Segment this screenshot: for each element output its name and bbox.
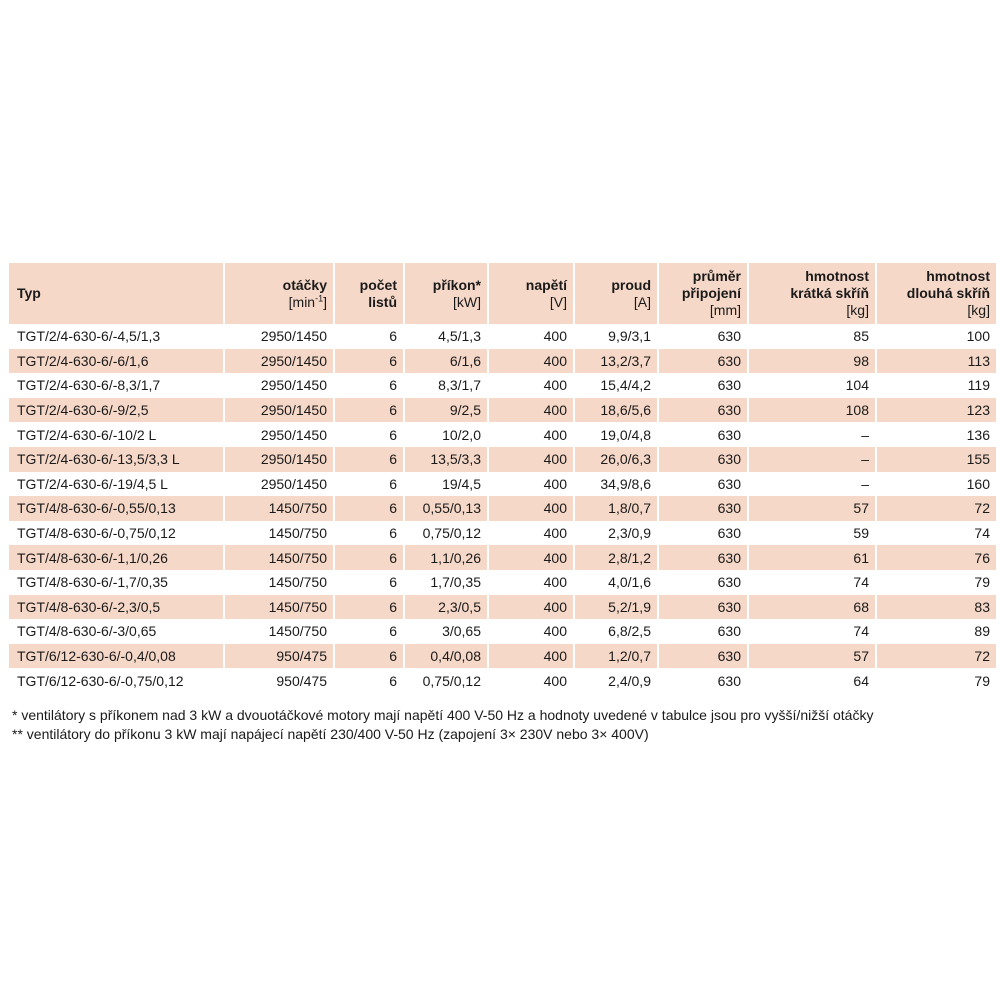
cell-weight-short: 61 — [747, 545, 875, 570]
cell-weight-long: 160 — [966, 475, 990, 492]
cell-weight-short: 104 — [845, 377, 869, 394]
cell-typ: TGT/2/4-630-6/-8,3/1,7 — [17, 377, 161, 394]
cell-current: 2,3/0,9 — [608, 525, 651, 542]
cell-weight-long: 89 — [974, 623, 990, 640]
cell-voltage: 400 — [543, 475, 567, 492]
cell-power: 1,1/0,26 — [403, 545, 487, 570]
cell-speed: 1450/750 — [223, 496, 333, 521]
cell-diameter: 630 — [717, 623, 741, 640]
cell-speed: 2950/1450 — [260, 377, 327, 394]
cell-speed: 2950/1450 — [223, 447, 333, 472]
cell-weight-short: 85 — [853, 328, 869, 345]
cell-voltage: 400 — [487, 644, 573, 669]
table-row — [9, 644, 996, 669]
table-row — [9, 373, 996, 398]
cell-blades: 6 — [389, 328, 397, 345]
cell-diameter: 630 — [657, 349, 747, 374]
cell-blades: 6 — [333, 545, 403, 570]
cell-voltage: 400 — [487, 447, 573, 472]
cell-power: 1,7/0,35 — [430, 574, 481, 591]
cell-weight-long: 72 — [875, 644, 996, 669]
cell-typ: TGT/4/8-630-6/-1,7/0,35 — [17, 574, 168, 591]
cell-typ: TGT/6/12-630-6/-0,4/0,08 — [9, 644, 223, 669]
cell-typ: TGT/4/8-630-6/-3/0,65 — [17, 623, 157, 640]
header-weight-long: hmotnost dlouhá skříň [kg] — [875, 263, 996, 324]
cell-diameter: 630 — [657, 496, 747, 521]
cell-voltage: 400 — [487, 595, 573, 620]
cell-typ: TGT/2/4-630-6/-19/4,5 L — [17, 475, 168, 492]
cell-voltage: 400 — [487, 496, 573, 521]
cell-power: 10/2,0 — [442, 426, 481, 443]
cell-diameter: 630 — [717, 328, 741, 345]
cell-weight-short: 57 — [747, 644, 875, 669]
cell-speed: 1450/750 — [268, 623, 327, 640]
cell-current: 2,8/1,2 — [573, 545, 657, 570]
cell-weight-short: 59 — [853, 525, 869, 542]
cell-weight-short: 64 — [853, 672, 869, 689]
cell-weight-long: 79 — [974, 672, 990, 689]
cell-voltage: 400 — [543, 574, 567, 591]
cell-current: 6,8/2,5 — [608, 623, 651, 640]
cell-voltage: 400 — [543, 623, 567, 640]
cell-typ: TGT/2/4-630-6/-6/1,6 — [9, 349, 223, 374]
cell-weight-short: 68 — [747, 595, 875, 620]
cell-speed: 950/475 — [223, 644, 333, 669]
cell-current: 19,0/4,8 — [600, 426, 651, 443]
cell-current: 13,2/3,7 — [573, 349, 657, 374]
cell-blades: 6 — [333, 496, 403, 521]
cell-voltage: 400 — [543, 525, 567, 542]
cell-weight-short: 74 — [853, 574, 869, 591]
cell-typ: TGT/2/4-630-6/-13,5/3,3 L — [9, 447, 223, 472]
cell-speed: 2950/1450 — [223, 349, 333, 374]
cell-current: 15,4/4,2 — [600, 377, 651, 394]
cell-current: 34,9/8,6 — [600, 475, 651, 492]
header-diameter: průměr připojení [mm] — [657, 263, 747, 324]
cell-diameter: 630 — [717, 672, 741, 689]
cell-blades: 6 — [389, 426, 397, 443]
cell-power: 19/4,5 — [442, 475, 481, 492]
cell-power: 8,3/1,7 — [438, 377, 481, 394]
cell-blades: 6 — [333, 349, 403, 374]
cell-diameter: 630 — [717, 574, 741, 591]
cell-speed: 1450/750 — [268, 574, 327, 591]
header-typ: Typ — [9, 263, 223, 324]
cell-blades: 6 — [333, 644, 403, 669]
cell-typ: TGT/4/8-630-6/-0,55/0,13 — [9, 496, 223, 521]
cell-weight-long: 76 — [875, 545, 996, 570]
table-row — [9, 447, 996, 472]
cell-voltage: 400 — [487, 349, 573, 374]
cell-typ: TGT/2/4-630-6/-10/2 L — [17, 426, 157, 443]
cell-voltage: 400 — [543, 672, 567, 689]
cell-power: 6/1,6 — [403, 349, 487, 374]
cell-voltage: 400 — [487, 545, 573, 570]
footnote-1: * ventilátory s příkonem nad 3 kW a dvouotáčkové motory mají napětí 400 V-50 Hz a hodnoty uvedené v tabulce jsou pro vyšší/nižší otáčky — [12, 707, 874, 723]
cell-blades: 6 — [333, 398, 403, 423]
cell-weight-short: 98 — [747, 349, 875, 374]
cell-current: 26,0/6,3 — [573, 447, 657, 472]
table-row — [9, 619, 996, 644]
cell-weight-short: 57 — [747, 496, 875, 521]
cell-weight-short: 74 — [853, 623, 869, 640]
cell-weight-long: 123 — [875, 398, 996, 423]
cell-speed: 2950/1450 — [260, 328, 327, 345]
table-row — [9, 398, 996, 423]
cell-current: 9,9/3,1 — [608, 328, 651, 345]
header-row — [9, 263, 996, 324]
cell-current: 2,4/0,9 — [608, 672, 651, 689]
cell-weight-long: 79 — [974, 574, 990, 591]
cell-weight-long: 155 — [875, 447, 996, 472]
table-row — [9, 324, 996, 349]
cell-weight-short: 108 — [747, 398, 875, 423]
cell-power: 13,5/3,3 — [403, 447, 487, 472]
header-voltage: napětí [V] — [487, 263, 573, 324]
cell-speed: 950/475 — [276, 672, 327, 689]
table-row — [9, 349, 996, 374]
cell-current: 5,2/1,9 — [573, 595, 657, 620]
cell-weight-long: 100 — [966, 328, 990, 345]
cell-blades: 6 — [389, 623, 397, 640]
table-row — [9, 668, 996, 693]
table-row — [9, 521, 996, 546]
cell-power: 0,4/0,08 — [403, 644, 487, 669]
cell-voltage: 400 — [487, 398, 573, 423]
spec-table — [9, 263, 996, 693]
cell-current: 1,8/0,7 — [573, 496, 657, 521]
table-row — [9, 496, 996, 521]
table-row — [9, 595, 996, 620]
cell-blades: 6 — [389, 525, 397, 542]
cell-typ: TGT/2/4-630-6/-4,5/1,3 — [17, 328, 161, 345]
footnote-2: ** ventilátory do příkonu 3 kW mají napájecí napětí 230/400 V-50 Hz (zapojení 3× 230V nebo 3× 400V) — [12, 726, 649, 742]
cell-blades: 6 — [333, 595, 403, 620]
table-row — [9, 472, 996, 497]
cell-typ: TGT/6/12-630-6/-0,75/0,12 — [17, 672, 184, 689]
table-row — [9, 422, 996, 447]
header-blades: počet listů — [333, 263, 403, 324]
header-current: proud [A] — [573, 263, 657, 324]
cell-weight-long: 136 — [966, 426, 990, 443]
header-power: příkon* [kW] — [403, 263, 487, 324]
cell-typ: TGT/2/4-630-6/-9/2,5 — [9, 398, 223, 423]
cell-power: 4,5/1,3 — [438, 328, 481, 345]
cell-weight-long: 83 — [875, 595, 996, 620]
table-body — [9, 324, 996, 693]
cell-weight-long: 72 — [875, 496, 996, 521]
cell-blades: 6 — [389, 475, 397, 492]
cell-weight-short: – — [861, 475, 869, 492]
cell-weight-short: – — [861, 426, 869, 443]
cell-typ: TGT/4/8-630-6/-1,1/0,26 — [9, 545, 223, 570]
header-speed: otáčky $[\min^{-1}]$ — [223, 263, 333, 324]
cell-voltage: 400 — [543, 426, 567, 443]
cell-diameter: 630 — [657, 398, 747, 423]
cell-weight-long: 113 — [875, 349, 996, 374]
header-weight-short: hmotnost krátká skříň [kg] — [747, 263, 875, 324]
cell-current: 1,2/0,7 — [573, 644, 657, 669]
cell-power: 0,55/0,13 — [403, 496, 487, 521]
cell-current: 18,6/5,6 — [573, 398, 657, 423]
cell-blades: 6 — [389, 672, 397, 689]
cell-speed: 1450/750 — [268, 525, 327, 542]
cell-current: 4,0/1,6 — [608, 574, 651, 591]
cell-diameter: 630 — [657, 447, 747, 472]
cell-weight-long: 119 — [967, 377, 990, 394]
cell-diameter: 630 — [717, 525, 741, 542]
table-row — [9, 570, 996, 595]
cell-speed: 1450/750 — [223, 595, 333, 620]
cell-voltage: 400 — [543, 377, 567, 394]
cell-speed: 2950/1450 — [223, 398, 333, 423]
footnotes — [12, 706, 992, 744]
cell-diameter: 630 — [717, 377, 741, 394]
cell-diameter: 630 — [717, 475, 741, 492]
cell-diameter: 630 — [717, 426, 741, 443]
cell-power: 0,75/0,12 — [422, 672, 481, 689]
cell-blades: 6 — [389, 377, 397, 394]
cell-blades: 6 — [389, 574, 397, 591]
cell-diameter: 630 — [657, 545, 747, 570]
cell-power: 2,3/0,5 — [403, 595, 487, 620]
cell-speed: 2950/1450 — [260, 426, 327, 443]
cell-voltage: 400 — [543, 328, 567, 345]
cell-typ: TGT/4/8-630-6/-0,75/0,12 — [17, 525, 176, 542]
cell-power: 3/0,65 — [442, 623, 481, 640]
cell-diameter: 630 — [657, 644, 747, 669]
cell-power: 0,75/0,12 — [422, 525, 481, 542]
table-row — [9, 545, 996, 570]
cell-weight-long: 74 — [974, 525, 990, 542]
cell-weight-short: – — [747, 447, 875, 472]
cell-speed: 2950/1450 — [260, 475, 327, 492]
cell-speed: 1450/750 — [223, 545, 333, 570]
cell-blades: 6 — [333, 447, 403, 472]
cell-power: 9/2,5 — [403, 398, 487, 423]
cell-diameter: 630 — [657, 595, 747, 620]
cell-typ: TGT/4/8-630-6/-2,3/0,5 — [9, 595, 223, 620]
